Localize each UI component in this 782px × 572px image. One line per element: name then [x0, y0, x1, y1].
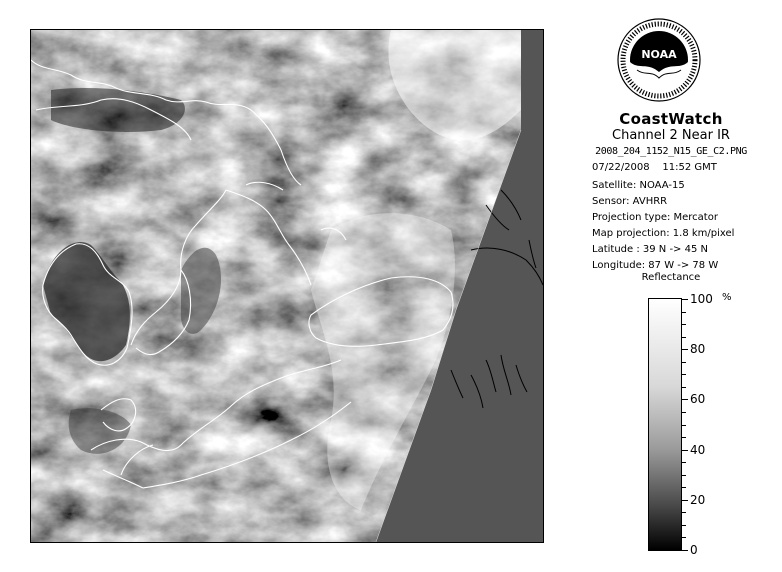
colorbar-tick-mark: [681, 450, 688, 451]
colorbar-tick-mark: [681, 437, 686, 438]
reflectance-colorbar: [648, 298, 682, 551]
colorbar-tick-mark: [681, 537, 686, 538]
colorbar-tick-mark: [681, 412, 686, 413]
colorbar-tick-mark: [681, 387, 686, 388]
colorbar-tick-mark: [681, 349, 688, 350]
colorbar-tick-label: 100: [690, 292, 713, 306]
latitude-label: Latitude : 39 N -> 45 N: [592, 244, 708, 255]
filename-label: 2008_204_1152_N15_GE_C2.PNG: [595, 146, 747, 157]
colorbar-tick-mark: [681, 299, 688, 300]
colorbar-tick-label: 80: [690, 342, 706, 357]
noaa-logo-icon: [617, 18, 701, 102]
logo-text: NOAA: [641, 48, 677, 61]
channel-label: Channel 2 Near IR: [612, 128, 730, 143]
colorbar-tick-mark: [681, 425, 686, 426]
image-swath: [31, 30, 543, 542]
sensor-label: Sensor: AVHRR: [592, 196, 668, 207]
colorbar-tick-mark: [681, 399, 688, 400]
map-projection-label: Map projection: 1.8 km/pixel: [592, 228, 735, 239]
colorbar-label: Reflectance: [641, 272, 701, 283]
colorbar-unit: %: [722, 292, 732, 303]
map-svg: [31, 30, 543, 542]
longitude-label: Longitude: 87 W -> 78 W: [592, 260, 719, 271]
satellite-label: Satellite: NOAA-15: [592, 180, 685, 191]
colorbar-tick-mark: [681, 462, 686, 463]
colorbar-tick-mark: [681, 512, 686, 513]
colorbar-tick-label: 20: [690, 492, 706, 507]
colorbar-tick-mark: [681, 362, 686, 363]
colorbar-tick-mark: [681, 550, 688, 551]
colorbar-tick-label: 0: [690, 543, 698, 557]
colorbar-tick-label: 40: [690, 442, 706, 457]
satellite-image-map[interactable]: [30, 29, 544, 543]
colorbar-tick-mark: [681, 487, 686, 488]
projection-type-label: Projection type: Mercator: [592, 212, 718, 223]
time-value: 11:52 GMT: [662, 162, 717, 173]
colorbar-tick-mark: [681, 374, 686, 375]
colorbar-tick-label: 60: [690, 392, 706, 407]
colorbar-tick-mark: [681, 525, 686, 526]
product-title: CoastWatch: [619, 110, 723, 128]
colorbar-tick-mark: [681, 337, 686, 338]
colorbar-tick-mark: [681, 500, 688, 501]
colorbar-tick-mark: [681, 324, 686, 325]
date-value: 07/22/2008: [592, 162, 650, 173]
date-time-line: [592, 162, 717, 173]
colorbar-tick-mark: [681, 475, 686, 476]
colorbar-tick-mark: [681, 312, 686, 313]
